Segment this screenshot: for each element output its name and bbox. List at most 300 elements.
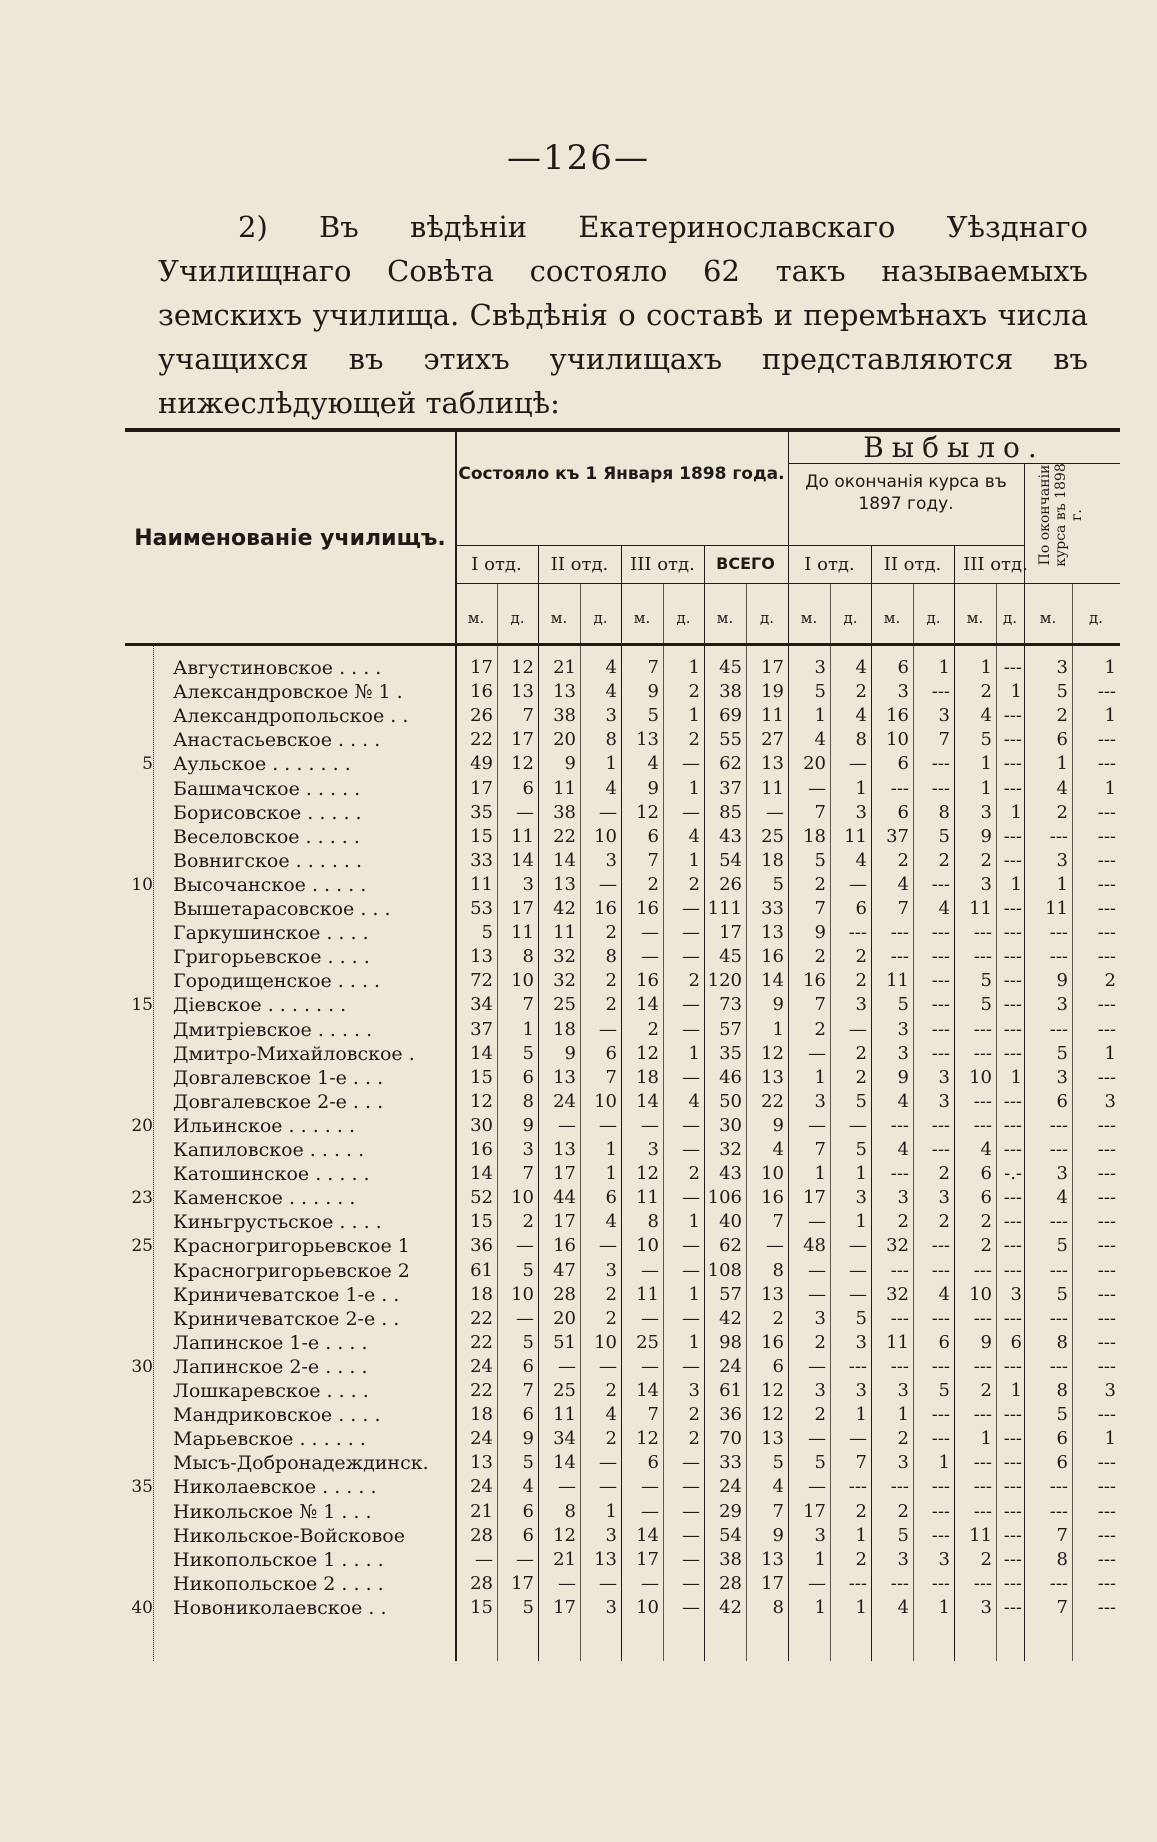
table-cell: — [682,1452,700,1474]
table-cell: 3 [980,873,992,895]
table-cell: 4 [855,849,867,871]
table-cell: 14 [470,1042,493,1064]
table-row [125,1475,1120,1499]
table-cell: 13 [553,681,576,703]
table-cell: 13 [761,1066,784,1088]
table-cell: --- [931,1259,950,1281]
table-cell: 1 [855,1596,867,1618]
table-cell: 2 [688,681,700,703]
table-cell: 42 [719,1307,742,1329]
table-row [125,921,1120,945]
table-cell: 4 [855,657,867,678]
table-cell: --- [1097,1211,1116,1233]
table-cell: --- [1097,1452,1116,1474]
table-cell: --- [890,1114,909,1136]
table-cell: 16 [594,898,617,919]
table-cell: --- [973,1259,992,1281]
table-cell: 13 [470,946,493,968]
table-cell: 3 [1056,657,1068,678]
table-cell: --- [1097,1163,1116,1185]
table-cell: 6 [522,1524,534,1546]
school-name: Капиловское . . . . . [173,1139,365,1161]
table-cell: 12 [511,753,534,775]
table-cell: 7 [814,898,826,919]
table-cell: 5 [897,994,909,1016]
table-cell: 7 [772,1500,784,1522]
school-name: Никольское-Войсковое [173,1524,405,1547]
table-cell: 43 [719,1163,742,1185]
table-cell: 2 [938,849,950,871]
table-cell: 24 [719,1355,742,1377]
table-cell: --- [1097,922,1116,944]
table-cell: — [849,753,867,775]
table-cell: 98 [719,1331,742,1353]
table-row [125,1355,1120,1379]
table-cell: 25 [761,825,784,847]
table-cell: 12 [636,1042,659,1064]
table-cell: --- [1097,1404,1116,1426]
left-group-header: III отд. [963,554,1028,575]
table-cell: 5 [814,849,826,871]
table-cell: — [641,1476,659,1498]
school-name: Киньгрустьское . . . . [173,1211,382,1234]
table-cell: — [682,1139,700,1160]
table-cell: — [599,1452,617,1474]
table-cell: 14 [636,1380,659,1401]
table-cell: 9 [647,681,659,703]
table-cell: 22 [470,1380,493,1401]
table-cell: --- [848,1476,867,1498]
table-cell: — [849,1283,867,1305]
table-cell: — [599,873,617,895]
table-cell: 6 [980,1163,992,1185]
female-subheader: д. [1088,609,1103,627]
table-cell: --- [1003,1476,1022,1498]
table-cell: --- [1003,705,1022,727]
table-row [125,1210,1120,1234]
table-cell: --- [1049,1211,1068,1233]
table-row [125,1403,1120,1427]
table-cell: 9 [522,1428,534,1450]
table-cell: --- [973,1404,992,1426]
table-cell: 17 [511,898,534,919]
table-cell: 3 [855,1331,867,1353]
table-row [125,969,1120,993]
table-cell: 12 [636,1163,659,1185]
table-cell: --- [1097,681,1116,703]
table-row [125,825,1120,849]
table-cell: --- [931,1139,950,1160]
table-cell: 32 [886,1283,909,1305]
table-row [125,752,1120,776]
table-cell: 11 [969,1524,992,1546]
table-cell: --- [931,1524,950,1546]
table-cell: --- [931,946,950,968]
table-cell: 54 [719,1524,742,1546]
table-cell: --- [931,777,950,799]
table-cell: 35 [470,801,493,823]
table-cell: 7 [522,994,534,1016]
male-subheader: м. [966,609,984,627]
table-cell: 6 [897,801,909,823]
table-cell: 5 [1056,1404,1068,1426]
table-cell: 16 [761,1187,784,1209]
table-cell: --- [931,1355,950,1377]
table-cell: 2 [1056,705,1068,727]
table-cell: 55 [719,729,742,751]
table-row [125,1234,1120,1258]
table-cell: 3 [980,1596,992,1618]
table-cell: --- [931,1018,950,1040]
table-row [125,777,1120,801]
table-cell: 120 [707,970,742,992]
row-number: 40 [131,1597,153,1618]
table-row [125,1259,1120,1283]
table-cell: 17 [553,1163,576,1185]
school-name: Довгалевское 1-е . . . [173,1066,384,1089]
table-cell: 16 [761,946,784,968]
table-cell: 1 [688,849,700,871]
table-row [125,1090,1120,1114]
table-cell: --- [848,1355,867,1377]
row-number: 30 [131,1356,153,1377]
table-cell: 2 [855,946,867,968]
table-cell: 1 [1056,873,1068,895]
table-cell: 3 [855,1187,867,1209]
table-cell: 9 [1056,970,1068,992]
table-cell: — [682,946,700,968]
table-cell: — [808,777,826,799]
table-cell: 2 [814,1331,826,1353]
table-cell: 62 [719,753,742,775]
table-cell: 38 [719,681,742,703]
table-cell: 36 [719,1404,742,1426]
table-cell: 6 [938,1331,950,1353]
table-cell: 17 [470,777,493,799]
table-row [125,1186,1120,1210]
table-cell: 1 [688,777,700,799]
table-cell: 1 [980,777,992,799]
table-cell: 7 [814,801,826,823]
school-name: Вышетарасовское . . . [173,898,391,920]
table-cell: 32 [553,946,576,968]
school-name: Діевское . . . . . . . [173,994,347,1017]
table-cell: 2 [897,849,909,871]
table-cell: 10 [594,825,617,847]
table-cell: --- [1097,1259,1116,1281]
table-cell: 10 [886,729,909,751]
table-cell: 7 [522,705,534,727]
table-cell: 5 [1056,1235,1068,1257]
table-cell: --- [973,1452,992,1474]
male-subheader: м. [716,609,734,627]
table-cell: — [558,1572,576,1594]
table-cell: 72 [470,970,493,992]
male-subheader: м. [633,609,651,627]
table-cell: 5 [938,1380,950,1401]
table-cell: 11 [1045,898,1068,919]
table-cell: 10 [594,1331,617,1353]
female-subheader: д. [926,609,941,627]
table-cell: 11 [470,873,493,895]
table-cell: — [641,922,659,944]
table-cell: 3 [814,1524,826,1546]
table-cell: 4 [897,1139,909,1160]
table-cell: 28 [470,1524,493,1546]
school-name: Криничеватское 2-е . . [173,1307,400,1330]
table-cell: 33 [761,898,784,919]
table-cell: 50 [719,1090,742,1112]
table-cell: — [849,1114,867,1136]
table-cell: 28 [553,1283,576,1305]
table-cell: 2 [855,681,867,703]
table-cell: 47 [553,1259,576,1281]
table-cell: 17 [803,1187,826,1209]
table-cell: 5 [980,729,992,751]
table-cell: 13 [594,1548,617,1570]
table-cell: — [808,1114,826,1136]
table-cell: --- [890,922,909,944]
left-group-header: II отд. [883,554,942,575]
table-cell: 4 [772,1139,784,1160]
table-cell: — [682,1548,700,1570]
school-name: Красногригорьевское 1 [173,1235,410,1258]
school-name: Александровское № 1 . [173,681,403,704]
table-cell: 18 [470,1283,493,1305]
table-cell: 4 [938,1283,950,1305]
table-cell: 5 [855,1090,867,1112]
table-cell: 16 [470,1139,493,1160]
table-cell: --- [890,1259,909,1281]
table-cell: 2 [814,873,826,895]
table-row [125,1018,1120,1042]
table-cell: --- [890,1572,909,1594]
table-cell: 2 [814,1018,826,1040]
table-row [125,1066,1120,1090]
table-cell: --- [1097,1524,1116,1546]
table-cell: 1 [980,1428,992,1450]
table-cell: --- [1097,753,1116,775]
table-cell: 2 [855,1066,867,1088]
table-cell: 21 [553,657,576,678]
table-cell: 4 [897,1596,909,1618]
table-cell: 7 [814,994,826,1016]
table-cell: --- [1097,1114,1116,1136]
table-cell: 17 [761,657,784,678]
table-cell: — [849,1259,867,1281]
table-cell: — [682,1307,700,1329]
female-subheader: д. [510,609,525,627]
table-row [125,1379,1120,1403]
table-cell: — [849,1428,867,1450]
table-cell: --- [1097,1355,1116,1377]
table-cell: --- [1097,1187,1116,1209]
table-cell: 24 [553,1090,576,1112]
table-cell: 12 [761,1404,784,1426]
table-cell: --- [973,946,992,968]
table-cell: 85 [719,801,742,823]
table-cell: 6 [522,1066,534,1088]
table-cell: 14 [636,994,659,1016]
table-cell: 9 [772,1114,784,1136]
table-cell: 2 [605,1307,617,1329]
table-cell: 24 [470,1355,493,1377]
table-cell: 5 [647,705,659,727]
table-cell: 3 [605,1524,617,1546]
table-cell: 10 [594,1090,617,1112]
table-cell: --- [1049,946,1068,968]
table-cell: 1 [688,1331,700,1353]
table-cell: — [682,1476,700,1498]
table-row [125,897,1120,921]
table-row [125,945,1120,969]
school-name: Мысъ-Добронадеждинск. [173,1452,429,1475]
table-cell: 5 [1056,1042,1068,1064]
table-row [125,993,1120,1017]
table-cell: --- [1049,1500,1068,1522]
school-name: Дмитріевское . . . . . [173,1018,373,1041]
table-cell: 42 [719,1596,742,1618]
table-cell: — [682,1355,700,1377]
table-cell: 17 [761,1572,784,1594]
table-cell: 9 [980,1331,992,1353]
school-name: Городищенское . . . . [173,970,381,993]
table-row [125,704,1120,728]
table-cell: --- [931,1404,950,1426]
school-name: Высочанское . . . . . [173,873,367,896]
table-cell: 6 [980,1187,992,1209]
table-cell: 43 [719,825,742,847]
table-cell: — [808,1572,826,1594]
table-cell: 7 [605,1066,617,1088]
table-cell: 3 [1056,1066,1068,1088]
table-cell: 17 [511,1572,534,1594]
table-cell: --- [973,1500,992,1522]
table-cell: — [808,1283,826,1305]
table-cell: 1 [814,1066,826,1088]
table-cell: 14 [636,1090,659,1112]
table-cell: 2 [980,1380,992,1401]
table-cell: 1 [814,705,826,727]
table-cell: — [516,1307,534,1329]
column-header-name: Наименованіе училищъ. [134,526,446,551]
table-cell: --- [1003,946,1022,968]
table-cell: 11 [636,1187,659,1209]
table-cell: 2 [522,1211,534,1233]
table-cell: 38 [553,705,576,727]
table-cell: 25 [553,1380,576,1401]
table-cell: --- [1097,1572,1116,1594]
table-cell: 3 [605,849,617,871]
table-cell: — [682,898,700,919]
male-subheader: м. [883,609,901,627]
table-cell: 3 [1056,994,1068,1016]
table-cell: 3 [938,1090,950,1112]
table-row [125,1042,1120,1066]
table-cell: 2 [897,1211,909,1233]
school-name: Никопольское 2 . . . . [173,1572,384,1595]
table-cell: 61 [719,1380,742,1401]
table-cell: 5 [897,1524,909,1546]
table-cell: 2 [814,1404,826,1426]
table-cell: 10 [636,1235,659,1257]
table-cell: 6 [1056,729,1068,751]
table-cell: 26 [470,705,493,727]
table-cell: 2 [605,1283,617,1305]
table-cell: 29 [719,1500,742,1522]
table-cell: — [808,1211,826,1233]
school-name: Никопольское 1 . . . . [173,1548,384,1571]
table-cell: --- [931,1476,950,1498]
table-cell: 5 [855,1139,867,1160]
left-group-header: I отд. [804,554,855,575]
table-cell: --- [1097,1307,1116,1329]
table-cell: — [682,1596,700,1618]
table-cell: 10 [969,1066,992,1088]
table-cell: — [641,1307,659,1329]
table-cell: 9 [564,1042,576,1064]
table-cell: 1 [1104,1428,1116,1450]
table-cell: 6 [855,898,867,919]
table-cell: 52 [470,1187,493,1209]
table-cell: 10 [761,1163,784,1185]
table-cell: 3 [605,1259,617,1281]
table-cell: 2 [605,1380,617,1401]
table-cell: --- [1049,922,1068,944]
school-name: Красногригорьевское 2 [173,1259,410,1282]
table-cell: 2 [772,1307,784,1329]
table-row [125,1307,1120,1331]
table-cell: 21 [470,1500,493,1522]
table-cell: 3 [855,994,867,1016]
table-cell: --- [973,1114,992,1136]
table-cell: 4 [980,1139,992,1160]
table-cell: 46 [719,1066,742,1088]
table-cell: 11 [553,1404,576,1426]
table-cell: 14 [553,849,576,871]
table-cell: 15 [470,1596,493,1618]
table-cell: — [475,1548,493,1570]
table-cell: 7 [814,1139,826,1160]
table-cell: --- [1097,1283,1116,1305]
table-cell: 5 [522,1596,534,1618]
table-cell: 1 [1010,801,1022,823]
table-cell: 6 [647,825,659,847]
table-cell: --- [1097,1500,1116,1522]
table-cell: --- [1097,1139,1116,1160]
table-cell: 1 [688,1211,700,1233]
table-cell: — [516,1548,534,1570]
table-cell: 3 [897,1548,909,1570]
table-cell: --- [1097,946,1116,968]
table-cell: 1 [980,753,992,775]
table-cell: --- [1097,1548,1116,1570]
row-number: 23 [131,1188,153,1209]
table-cell: — [808,1042,826,1064]
table-cell: 1 [1104,657,1116,678]
table-cell: 8 [1056,1331,1068,1353]
table-cell: 12 [553,1524,576,1546]
table-cell: 34 [553,1428,576,1450]
table-cell: — [849,873,867,895]
table-cell: --- [1097,849,1116,871]
table-cell: 4 [897,1090,909,1112]
school-name: Мандриковское . . . . [173,1404,381,1427]
table-cell: 57 [719,1283,742,1305]
table-cell: 13 [553,1139,576,1160]
table-cell: — [641,1259,659,1281]
table-cell: 8 [772,1259,784,1281]
